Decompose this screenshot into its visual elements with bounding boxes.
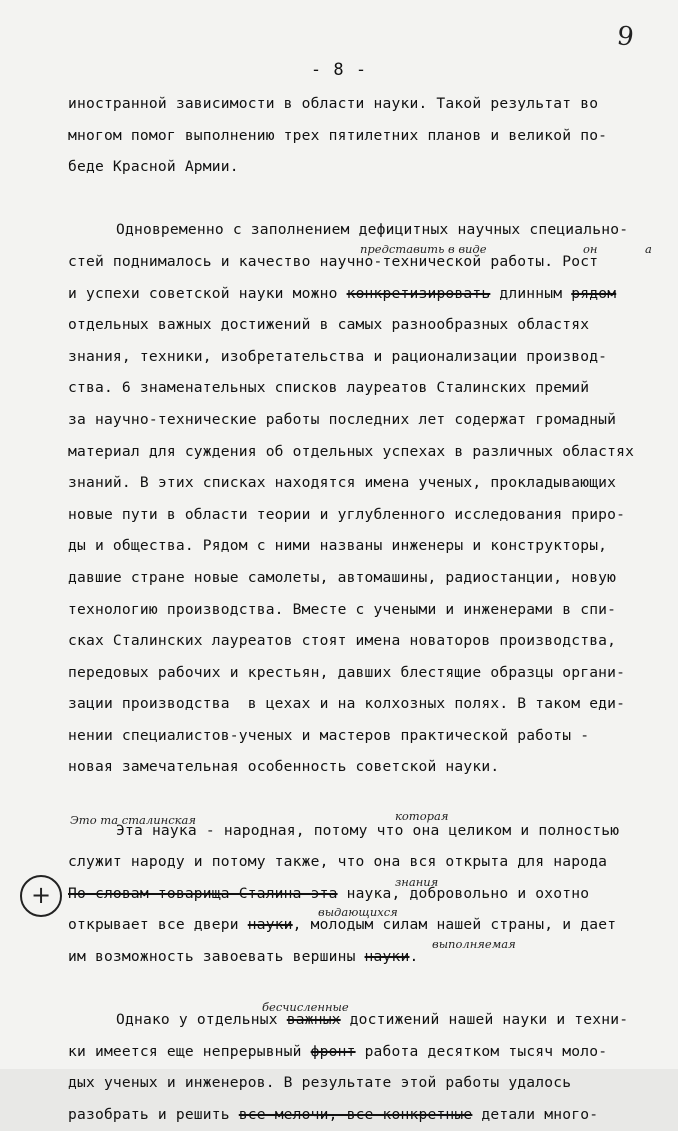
handwritten-insert-3: а: [645, 242, 652, 256]
struck-text: По словам товарища Сталина эта: [68, 884, 338, 902]
handwritten-insert-5: которая: [395, 809, 449, 823]
text-line: [68, 941, 663, 973]
struck-text: конкретизировать: [346, 284, 491, 302]
text-run: .: [409, 948, 419, 966]
text-line: служит народу и потому также, что она вся открыта для народа: [68, 853, 608, 871]
text-run: достижений нашей науки и техни-: [340, 1011, 629, 1029]
text-line: новая замечательная особенность советской науки.: [68, 758, 500, 776]
page-number: - 8 -: [310, 60, 368, 80]
paragraph-gap: [68, 973, 663, 1005]
paragraph-gap: [68, 183, 663, 215]
text-run: и успехи советской науки можно: [68, 284, 347, 302]
text-line: за научно-технические работы последних лет содержат громадный: [68, 410, 617, 428]
text-line: материал для суждения об отдельных успехах в различных областях: [68, 442, 635, 460]
text-line: передовых рабочих и крестьян, давших блестящие образцы органи-: [68, 663, 626, 681]
text-run: открывает все двери: [68, 916, 248, 934]
text-line: Эта наука - народная, потому что она целиком и полностью: [116, 821, 620, 839]
text-line: стей поднималось и качество научно-технической работы. Рост: [68, 252, 599, 270]
handwritten-insert-6: знания: [395, 875, 439, 889]
text-line: Одновременно с заполнением дефицитных научных специально-: [116, 221, 629, 239]
text-line: дых ученых и инженеров. В результате этой работы удалось: [68, 1074, 572, 1092]
text-line: [68, 1099, 663, 1131]
text-line: зации производства в цехах и на колхозных полях. В таком еди-: [68, 695, 626, 713]
text-line: [68, 1004, 663, 1036]
text-line: иностранной зависимости в области науки. Такой результат во: [68, 95, 599, 112]
paragraph-gap: [68, 783, 663, 815]
handwritten-insert-8: выполняемая: [432, 937, 516, 951]
handwritten-insert-9: бесчисленные: [262, 1000, 349, 1014]
text-line: ды и общества. Рядом с ними названы инженеры и конструкторы,: [68, 537, 608, 555]
text-line: знаний. В этих списках находятся имена ученых, прокладывающих: [68, 474, 617, 492]
text-line: сках Сталинских лауреатов стоят имена новаторов производства,: [68, 632, 617, 650]
text-line: знания, техники, изобретательства и рационализации производ-: [68, 347, 608, 365]
text-run: им возможность завоевать вершины: [68, 948, 365, 966]
text-run: детали много-: [472, 1106, 599, 1123]
handwritten-insert-4: Это та сталинская: [70, 813, 196, 827]
text-run: длинным: [490, 284, 572, 302]
text-run: ки имеется еще непрерывный: [68, 1042, 311, 1060]
folio-mark: 9: [615, 20, 637, 54]
text-line: ства. 6 знаменательных списков лауреатов Сталинских премий: [68, 379, 590, 397]
struck-text: все мелочи, все конкретные: [238, 1106, 473, 1123]
struck-text: рядом: [571, 284, 617, 302]
text-line: давшие стране новые самолеты, автомашины, радиостанции, новую: [68, 568, 617, 586]
handwritten-insert-7: выдающихся: [318, 905, 398, 919]
text-line: [68, 1036, 663, 1068]
text-line: нении специалистов-ученых и мастеров практической работы -: [68, 726, 590, 744]
text-run: Однако у отдельных: [116, 1011, 287, 1029]
struck-text: науки: [247, 916, 293, 934]
struck-text: науки: [364, 948, 410, 966]
handwritten-insert-2: он: [583, 242, 598, 256]
struck-text: фронт: [310, 1042, 356, 1060]
text-line: технологию производства. Вместе с учеными и инженерами в спи-: [68, 600, 617, 618]
text-run: , молодым силам нашей страны, и дает: [292, 916, 617, 934]
text-line: [68, 278, 663, 310]
text-line: новые пути в области теории и углубленного исследования приро-: [68, 505, 626, 523]
text-run: наука, добровольно и охотно: [337, 884, 590, 902]
text-run: разобрать и решить: [68, 1106, 239, 1123]
handwritten-insert-1: представить в виде: [360, 242, 487, 256]
text-line: беде Красной Армии.: [68, 158, 239, 176]
text-line: многом помог выполнению трех пятилетних планов и великой по-: [68, 126, 608, 144]
struck-text: важных: [286, 1011, 341, 1029]
margin-circle-mark: +: [20, 875, 62, 917]
text-run: работа десятком тысяч моло-: [355, 1042, 608, 1060]
text-line: отдельных важных достижений в самых разнообразных областях: [68, 316, 590, 334]
